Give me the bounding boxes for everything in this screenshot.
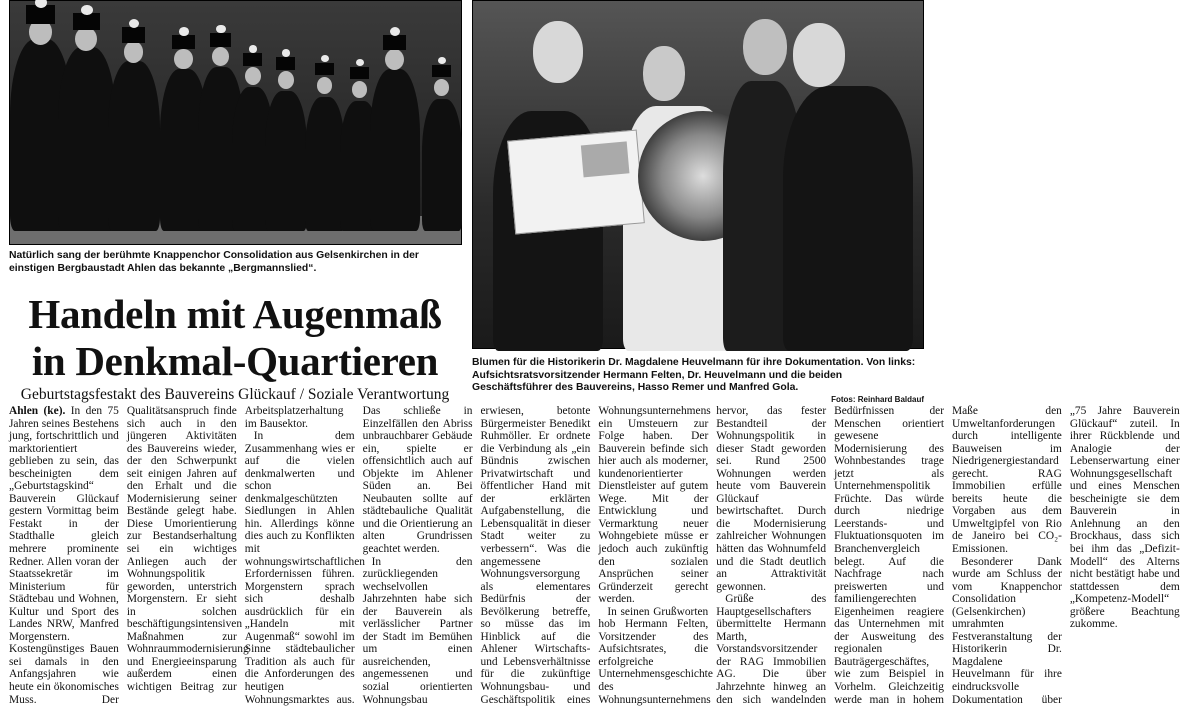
- hat-plume: [390, 27, 400, 36]
- miner-hat: [73, 13, 100, 30]
- article-paragraph: In dem Zusammenhang wies er auf die vielen denkmalwerten und schon denkmalgeschützten Siedlungen in Ahlen hin. Allerdings könne dies auch zu Konflikten mit wohnungswirtschaftlichen Erfordernissen führen. Morgenstern sprach sich deshalb ausdrücklich für ein „Handeln mit Augenmaß“ sowohl im Sinne städtebaulicher Tradition als auch für die Anforderungen des heutigen Wohnungsmarktes aus. Das schließe in Einzelfällen den Abriss unbrauchbarer Gebäude ein, spielte er offensichtlich auch auf Objekte im Ahlener Süden an. Bei Neubauten sollte auf städtebauliche Qualität und die Orientierung an alten Grundrissen geachtet werden.: [244, 405, 473, 706]
- article-subheadline: Geburtstagsfestakt des Bauvereins Glückauf / Soziale Verantwortung: [20, 386, 450, 403]
- singer-head: [212, 47, 229, 66]
- photo-caption-right: [472, 357, 924, 406]
- person-third-head: [743, 19, 787, 75]
- article-paragraph: Besonderer Dank wurde am Schluss der vom Knappenchor Consolidation (Gelsenkirchen) umrahmten Festveranstaltung der Historikerin Dr. Magdalene Heuvelmann für ihre eindrucksvolle Dokumentation über „75 Jahre Bauverein Glückauf“ zuteil. In ihrer Rückblende und Analogie der Lebenserwartung einer Wohnungsgesellschaft und eines Menschen bescheinigte sie dem Bauverein in Anlehnung an den Brockhaus, dass sich bei ihm das „Defizit-Modell“ des Alterns nicht bestätigt habe und stattdessen dem „Kompetenz-Modell“ größere Beachtung zukomme.: [952, 405, 1180, 706]
- choir-singer: [265, 91, 307, 231]
- article-paragraph: Grüße des Hauptgesellschafters übermittelte Hermann Marth, Vorstandsvorsitzender der RAG Immobilien AG. Die über Jahrzehnte hinweg an den sich wandelnden Bedürfnissen der Menschen orientiert gewesene Modernisierung des Wohnbestandes trage jetzt als Unternehmenspolitik Früchte. Das würde durch niedrige Leerstands- und Fluktuationsquoten im Branchenvergleich belegt. Auf die Nachfrage nach preiswerten und familiengerechten Eigenheimen reagiere das Unternehmen mit der Ausweitung des regionalen Bauträgergeschäftes, wie zum Beispiel in Vorhelm. Gleichzeitig werde man in hohem Maße den Umweltanforderungen durch intelligente Bauweisen im Niedrigenergiestandard gerecht. RAG Immobilien erfülle bereits heute die Vorgaben aus dem Umweltgipfel von Rio de Janeiro bei CO₂-Emissionen.: [716, 405, 1062, 706]
- article-dateline: Ahlen (ke).: [9, 405, 66, 417]
- singer-head: [434, 79, 449, 96]
- miner-hat: [243, 53, 262, 66]
- hat-plume: [216, 25, 225, 33]
- hat-plume: [249, 45, 257, 53]
- article-headline: [9, 291, 461, 385]
- choir-singer: [422, 99, 462, 231]
- miner-hat: [315, 63, 333, 75]
- photo-caption-left: Natürlich sang der berühmte Knappenchor Consolidation aus Gelsenkirchen in der einstigen Bergbaustadt Ahlen das bekannte „Bergmannslied“.: [9, 250, 419, 274]
- historian-head: [643, 46, 685, 101]
- miner-hat: [276, 57, 295, 70]
- hat-plume: [356, 59, 364, 66]
- person-left-head: [533, 21, 583, 83]
- photo-credit: Fotos: Reinhard Baldauf: [831, 394, 924, 404]
- singer-head: [317, 77, 332, 94]
- miner-hat: [172, 35, 194, 49]
- hat-plume: [179, 27, 189, 36]
- miner-hat: [122, 27, 146, 43]
- headline-line-2: in Denkmal-Quartieren: [31, 338, 439, 384]
- choir-singer: [108, 61, 160, 231]
- documentation-book: [507, 130, 645, 235]
- headline-line-1: Handeln mit Augenmaß: [28, 291, 442, 337]
- hat-plume: [321, 55, 329, 62]
- book-photo: [581, 141, 630, 177]
- singer-head: [245, 67, 261, 85]
- singer-head: [174, 49, 192, 69]
- caption-right-text: Blumen für die Historikerin Dr. Magdalene Heuvelmann für ihre Dokumentation. Von links: Aufsichtsratsvorsitzender Hermann Felten, Dr. Heuvelmann und die beiden Geschäftsführer des Bauvereins, Hasso Remer und Manfred Gola.: [472, 357, 916, 393]
- singer-head: [385, 49, 404, 70]
- person-right-head: [793, 23, 845, 87]
- choir-photo: [9, 0, 462, 245]
- singer-head: [278, 71, 294, 89]
- article-body: [9, 405, 1180, 710]
- miner-hat: [432, 65, 450, 77]
- paragraph-text: In den 75 Jahren seines Bestehens jung, fortschrittlich und marktorientiert geblieben zu sein, das bescheinigten dem „Geburtstagskind“ Bauverein Glückauf gestern Vormittag beim Festakt in der Stadthalle gleich mehrere prominente Redner. Allen voran der Staatssekretär im Ministerium für Städtebau und Wohnen, Kultur und Sport des Landes NRW, Manfred Morgenstern. Kostengünstiges Bauen sei damals in den Anfangsjahren wie heute ein ökonomisches Muss. Der Qualitätsanspruch finde sich auch in den jüngeren Aktivitäten des Bauvereins wieder, der den Schwerpunkt seit einigen Jahren auf den Erhalt und die Modernisierung seiner Bestände gelegt habe. Diese Umorientierung zur Bestandserhaltung sei ein wichtiges Anliegen auch der Wohnungspolitik geworden, unterstrich Morgenstern. Er sieht in solchen beschäftigungsintensiven Maßnahmen zur Wohnraummodernisierung und Energieeinsparung außerdem einen wichtigen Beitrag zur Arbeitsplatzerhaltung im Bausektor.: [9, 405, 344, 706]
- singer-head: [352, 81, 367, 98]
- ceremony-photo: [472, 0, 924, 349]
- miner-hat: [350, 67, 368, 79]
- hat-plume: [438, 57, 446, 64]
- person-right-suit: [783, 86, 913, 351]
- article-paragraph: In seinen Grußworten hob Hermann Felten, Vorsitzender des Aufsichtsrates, die erfolgreiche Unternehmensgeschichte des Wohnungsunternehmens hervor, das fester Bestandteil der Wohnungspolitik in dieser Stadt geworden sei. Rund 2500 Wohnungen werden heute vom Bauverein Glückauf bewirtschaftet. Durch die Modernisierung zahlreicher Wohnungen hätten das Wohnumfeld und die Stadt deutlich an Attraktivität gewonnen.: [598, 405, 827, 706]
- miner-hat: [210, 33, 231, 47]
- choir-singer: [305, 97, 345, 231]
- choir-singer: [370, 69, 420, 231]
- hat-plume: [282, 49, 290, 57]
- singer-head: [124, 41, 144, 63]
- miner-hat: [383, 35, 406, 50]
- article-paragraph: In den zurückliegenden wechselvollen Jahrzehnten habe sich der Bauverein als verlässlicher Partner der Stadt im Bemühen um einen ausreichenden, angemessenen und sozial orientierten Wohnungsbau erwiesen, betonte Bürgermeister Benedikt Ruhmöller. Er ordnete die Verbindung als „ein Bündnis zwischen Privatwirtschaft und öffentlicher Hand mit der erklärten Aufgabenstellung, die Lebensqualität in dieser Stadt weiter zu verbessern“. Was die angemessene Wohnungsversorgung als elementares Bedürfnis der Bevölkerung betreffe, so müsse das im Hinblick auf die Ahlener Wirtschafts- und Lebensverhältnisse für die zukünftige Wohnungsbau- und Geschäftspolitik eines Wohnungsunternehmens ein Umsteuern zur Folge haben. Der Bauverein befinde sich hier auch als moderner, kundenorientierter Dienstleister auf gutem Wege. Mit der Entwicklung und Vermarktung neuer Wohngebiete müsse er jedoch auch zukünftig den sozialen Ansprüchen seiner Gründerzeit gerecht werden.: [362, 405, 711, 706]
